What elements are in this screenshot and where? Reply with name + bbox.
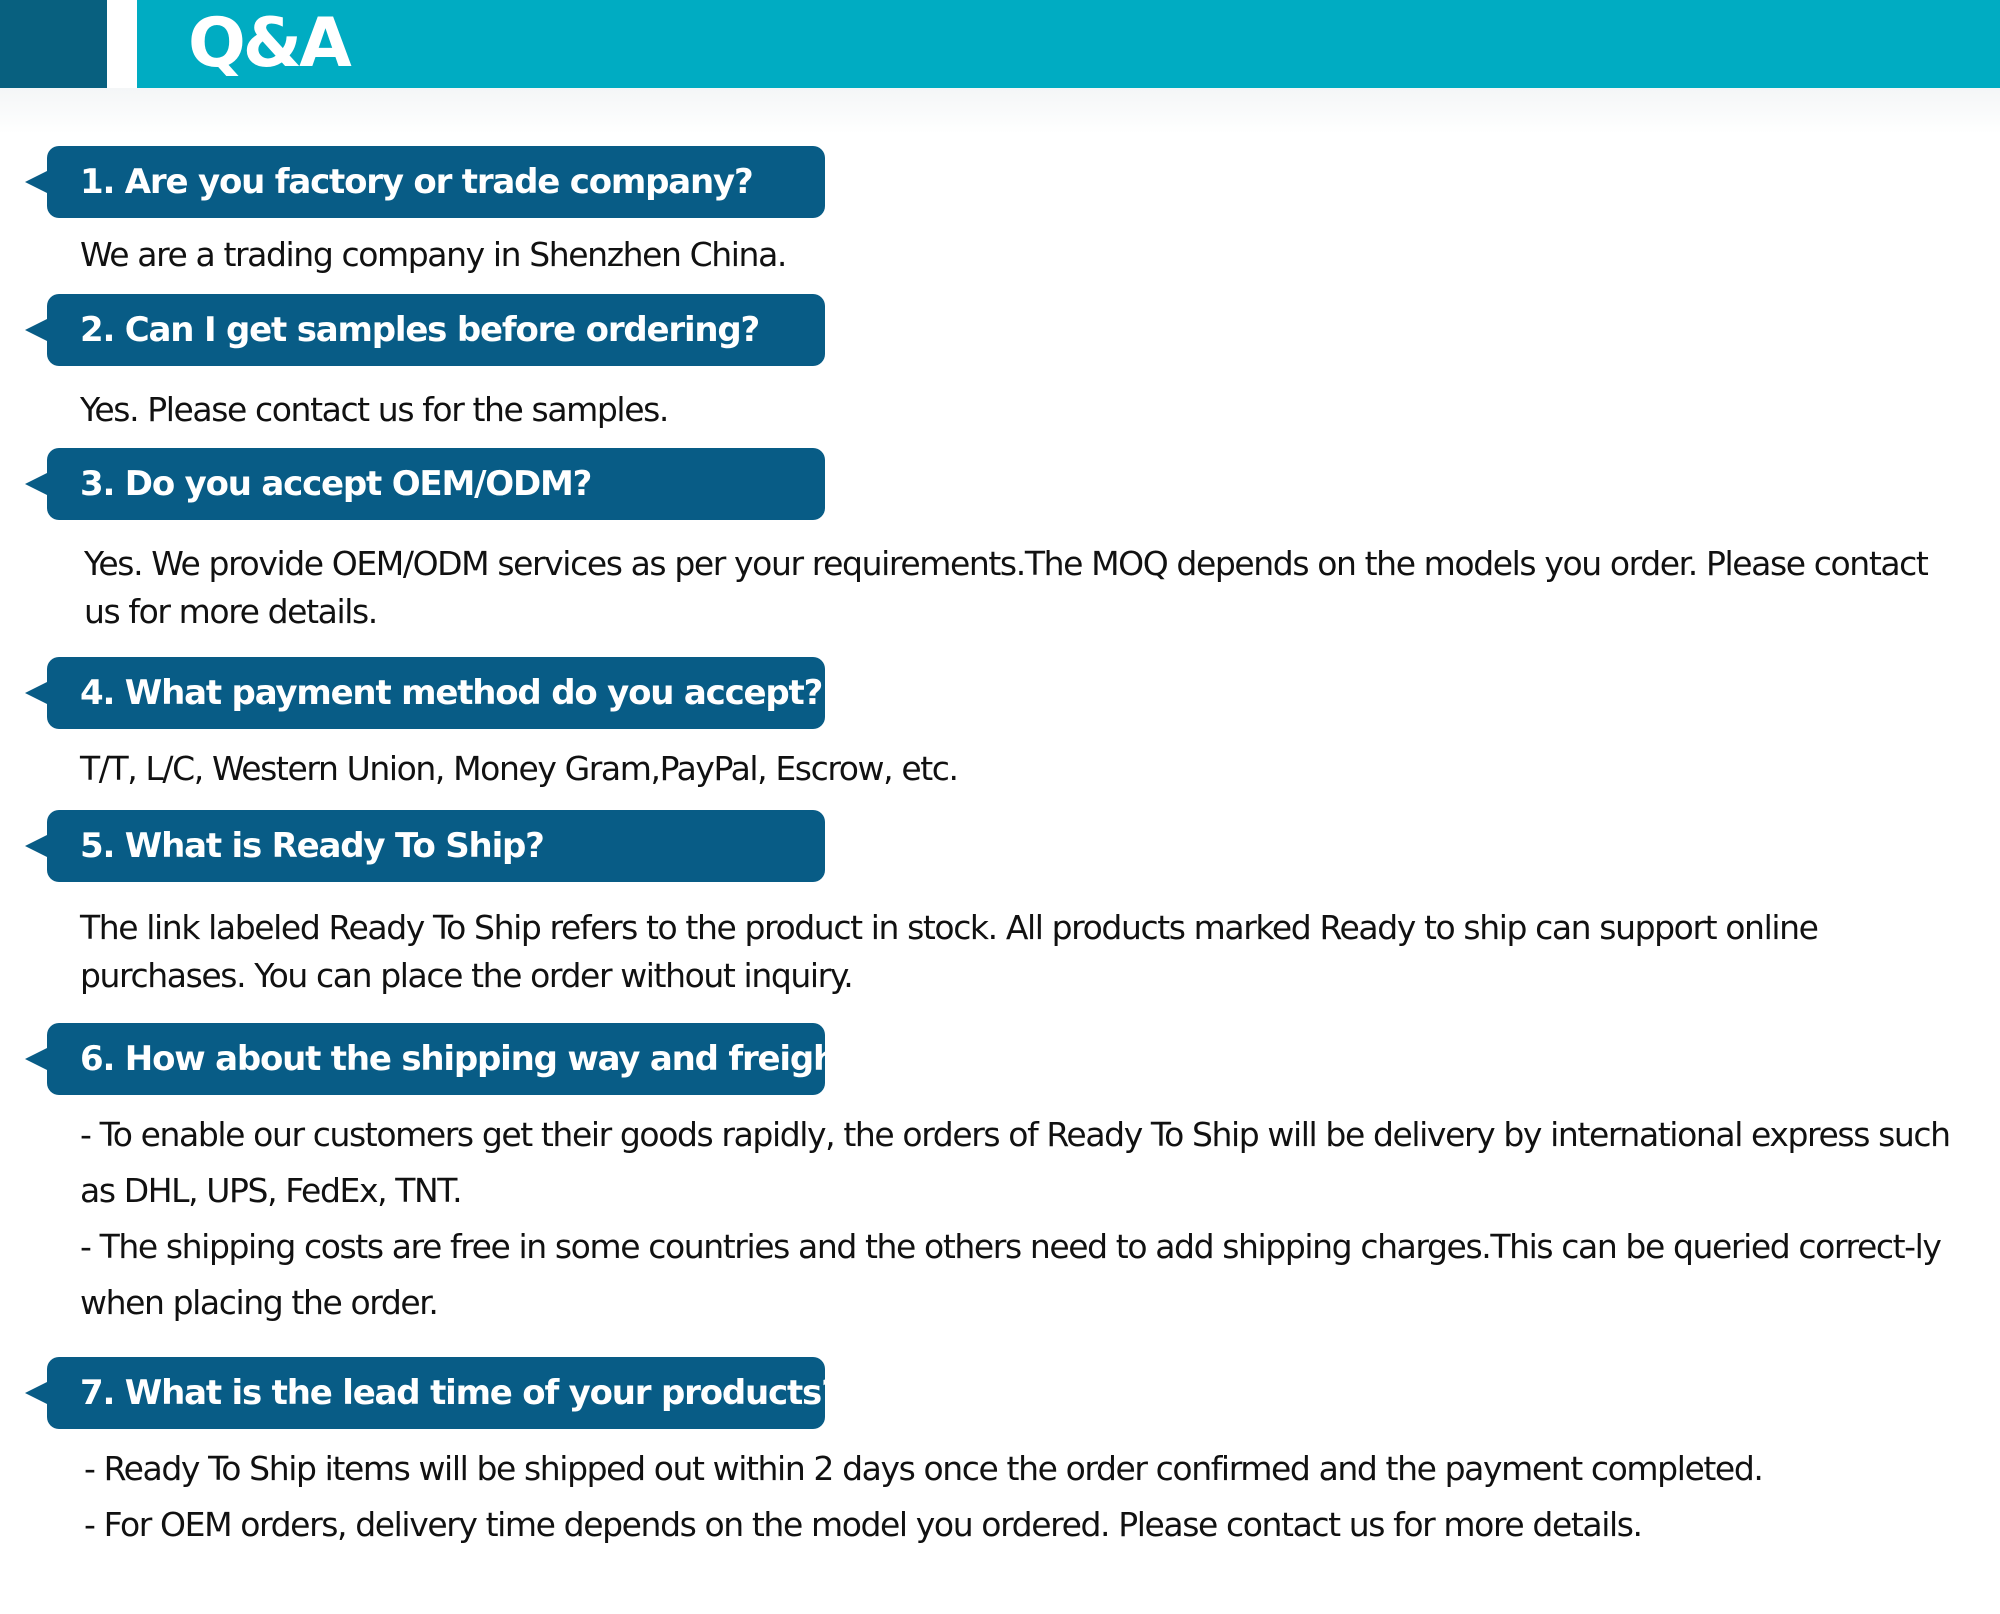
answer-paragraph: We are a trading company in Shenzhen China.	[80, 235, 786, 274]
question-pointer-icon	[25, 834, 49, 858]
header-left-block	[0, 0, 107, 88]
question-pointer-icon	[25, 318, 49, 342]
answer-paragraph: T/T, L/C, Western Union, Money Gram,PayPal, Escrow, etc.	[80, 749, 958, 788]
answer-6	[80, 1107, 1960, 1331]
question-pointer-icon	[25, 1047, 49, 1071]
answer-5	[80, 904, 1960, 1000]
answer-paragraph: Yes. We provide OEM/ODM services as per your requirements.The MOQ depends on the models you order. Please contact us for more details.	[84, 544, 1928, 631]
question-text: 7. What is the lead time of your products?	[80, 1373, 840, 1413]
header-shadow	[0, 88, 2000, 134]
answer-paragraph: Yes. Please contact us for the samples.	[80, 390, 668, 429]
answer-paragraph: - For OEM orders, delivery time depends on the model you ordered. Please contact us for more details.	[84, 1505, 1642, 1544]
answer-4	[80, 745, 1960, 793]
answer-2	[80, 386, 1960, 434]
page-title: Q&A	[188, 4, 349, 83]
question-text: 2. Can I get samples before ordering?	[80, 310, 760, 350]
question-pointer-icon	[25, 170, 49, 194]
question-text: 3. Do you accept OEM/ODM?	[80, 464, 592, 504]
answer-7	[84, 1441, 1964, 1553]
question-text: 4. What payment method do you accept?	[80, 673, 823, 713]
answer-paragraph: - To enable our customers get their goods rapidly, the orders of Ready To Ship will be delivery by international express such as DHL, UPS, FedEx, TNT.	[80, 1115, 1950, 1210]
question-pointer-icon	[25, 681, 49, 705]
header-main-band	[137, 0, 2000, 88]
header-bar	[0, 0, 2000, 88]
question-text: 1. Are you factory or trade company?	[80, 162, 753, 202]
question-text: 6. How about the shipping way and freight?	[80, 1039, 870, 1079]
answer-paragraph: - The shipping costs are free in some countries and the others need to add shipping charges.This can be queried correct-ly when placing the order.	[80, 1227, 1941, 1322]
answer-paragraph: - Ready To Ship items will be shipped out within 2 days once the order confirmed and the payment completed.	[84, 1449, 1763, 1488]
header-gap	[107, 0, 137, 88]
question-pointer-icon	[25, 1381, 49, 1405]
question-pointer-icon	[25, 472, 49, 496]
answer-1	[80, 231, 1960, 279]
question-text: 5. What is Ready To Ship?	[80, 826, 544, 866]
answer-paragraph: The link labeled Ready To Ship refers to the product in stock. All products marked Ready to ship can support online purchases. You can place the order without inquiry.	[80, 908, 1818, 995]
answer-3	[84, 540, 1944, 636]
